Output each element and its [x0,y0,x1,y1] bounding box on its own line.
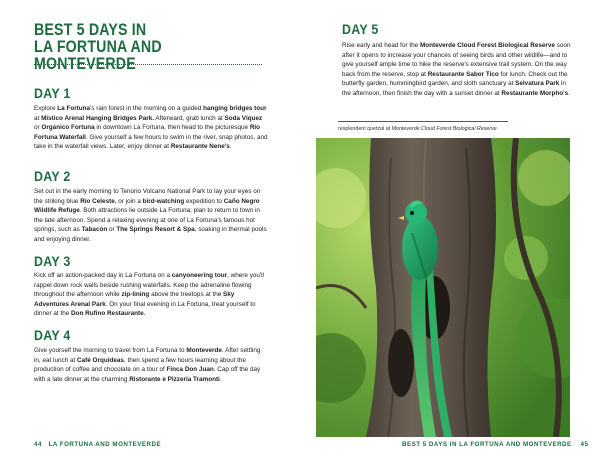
day-4-heading: DAY 4 [34,328,71,343]
body-text-run: . Both attractions lie outside La Fortuna; plan to return to town in the late afternoon. Spend a relaxing evening at one of La Fortuna's famous hot springs, such as [34,207,260,234]
right-folio [402,441,588,448]
photo-caption [338,126,508,132]
day-2-heading: DAY 2 [34,169,71,184]
caption-divider [338,121,508,122]
bold-place-name: hanging bridges tour [203,105,267,112]
body-text-run: Explore [34,105,58,112]
bold-place-name: Monteverde Cloud Forest Biological Reserve [419,42,555,49]
day-1-heading: DAY 1 [34,86,71,101]
body-text-run: Set out in the early morning to Tenorio Volcano National Park to lay your eyes on the striking blue [34,188,261,205]
body-text-run: , soaking in thermal pools and enjoying dinner. [34,226,267,243]
quetzal-photo [316,138,570,437]
body-text-run: . [568,89,570,97]
body-text-run: Kick off an action-packed day in La Fortuna on a [34,272,172,279]
bold-place-name: Restaurante Sabor Tico [427,70,499,78]
caption-prefix: resplendent quetzal at [338,126,392,132]
body-text-run: soon after it opens to increase your chances of seeing birds and other wildlife—and to give yourself ample time to hike the reserve's extensive trail system. On the way back from the reserve, stop at [342,42,571,78]
quetzal-illustration [316,138,570,437]
bold-place-name: Monteverde [186,347,222,354]
chapter-title [34,22,249,73]
body-text-run: expedition to [184,197,224,205]
page-number-right: 45 [580,441,589,448]
body-text-run: , then spend a few hours learning about the production of coffee and chocolate on a tour of [34,356,246,374]
body-text-run: , where you'll rappel down rock walls beside rushing waterfalls. Keep the adrenaline flowing throughout the afternoon while [34,272,264,299]
bold-place-name: Río Celeste [80,197,115,205]
day-3-text [34,271,266,319]
running-head: LA FORTUNA AND MONTEVERDE [48,441,162,448]
bold-place-name: Sky Adventures Arenal Park [34,291,235,308]
day-5-text [342,41,572,99]
body-text-run: . [229,143,232,151]
bold-place-name: The Springs Resort & Spa [116,226,195,234]
body-text-run: at [34,114,42,122]
running-head-right: BEST 5 DAYS IN LA FORTUNA AND MONTEVERDE [402,441,572,448]
bold-place-name: Místico Arenal Hanging Bridges Park. [41,114,154,122]
bold-place-name: Café Orquídeas [77,356,124,364]
bold-place-name: Restaurante Nene's [170,143,230,151]
day-1-text [34,104,268,152]
bold-place-name: bird-watching [142,197,185,205]
chapter-title-line-2: LA FORTUNA AND MONTEVERDE [34,38,162,73]
body-text-run: in the afternoon, then finish the day with a sunset dinner at [342,80,566,97]
body-text-run: Rise early and head for the [342,42,420,49]
caption-place: Monteverde Cloud Forest Biological Reserve [391,126,497,132]
body-text-run: 's rain forest in the morning on a guided [90,105,204,112]
day-5-heading: DAY 5 [342,22,379,37]
bold-place-name: Orgánico Fortuna [41,124,95,132]
body-text-run: , or join a [114,197,143,205]
body-text-run: . After settling in, eat lunch at [34,347,261,364]
bold-place-name: Finca Don Juan [166,366,214,374]
body-text-run: Afterward, grab lunch at [153,114,225,122]
chapter-title-line-1: BEST 5 DAYS IN [34,21,147,39]
bold-place-name: Tabacón [81,226,108,234]
body-text-run: . Cap off the day with a late dinner at the charming [34,366,261,383]
bold-place-name: Río Fortuna Waterfall [34,124,261,141]
bold-place-name: Don Rufino Restaurante [71,310,144,318]
bold-place-name: La Fortuna [57,105,91,112]
bold-place-name: Restaurante Morpho's [501,89,569,97]
bold-place-name: Selvatura Park [515,80,560,88]
bold-place-name: Soda Víquez [224,114,263,122]
body-text-run: . [143,310,146,318]
body-text-run: above the treetops at the [149,291,224,299]
bold-place-name: canyoneering tour [171,272,228,279]
title-divider [34,64,262,65]
body-text-run: or [107,226,117,234]
body-text-run: for lunch. Check out the butterfly garden, hummingbird garden, and sloth sanctuary at [342,70,568,88]
body-text-run: . Give yourself a few hours to swim in the river, snap photos, and take in the waterfall views. Later, enjoy dinner at [34,133,268,151]
bold-place-name: zip-lining [121,291,150,299]
page-number: 44 [34,441,42,448]
bold-place-name: Ristorante e Pizzeria Tramonti [129,375,220,383]
day-3-heading: DAY 3 [34,254,71,269]
body-text-run: . On your final evening in La Fortuna, treat yourself to dinner at the [34,300,256,318]
body-text-run: in downtown La Fortuna, then head to the picturesque [94,124,250,132]
bold-place-name: Caño Negro Wildlife Refuge [34,197,260,215]
day-2-text [34,187,268,245]
left-folio [34,441,161,448]
body-text-run: or [34,124,42,132]
body-text-run: Give yourself the morning to travel from La Fortuna to [34,347,187,354]
day-4-text [34,346,266,384]
body-text-run: . [219,375,222,383]
